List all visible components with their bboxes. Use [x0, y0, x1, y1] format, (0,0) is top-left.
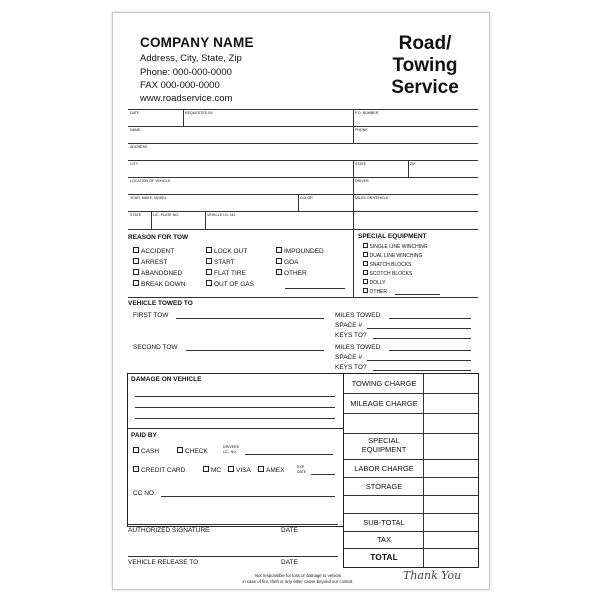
field-label-color: COLOR	[300, 196, 313, 200]
field-label-lic-plate-no: LIC. PLATE NO.	[153, 213, 180, 217]
field-label-address: ADDRESS	[130, 145, 148, 149]
checkbox-label: START	[214, 259, 235, 266]
checkbox-label: CHECK	[185, 448, 208, 455]
divider	[128, 160, 478, 161]
checkbox-box	[133, 247, 139, 253]
checkbox-box	[206, 258, 212, 264]
checkbox-goa[interactable]	[276, 258, 298, 266]
checkbox-other[interactable]	[276, 269, 307, 277]
checkbox-box	[363, 243, 368, 248]
divider	[423, 373, 424, 567]
total-label: TOTAL	[370, 552, 398, 562]
exp-date-label: EXP. DATE	[297, 465, 307, 474]
towing-charge-label: TOWING CHARGE	[351, 379, 417, 388]
checkbox-box	[133, 280, 139, 286]
checkbox-box	[133, 269, 139, 275]
second-tow-label: SECOND TOW	[133, 344, 178, 351]
divider	[408, 160, 409, 177]
checkbox-label: CASH	[141, 448, 160, 455]
checkbox-box	[203, 466, 209, 472]
space-2-label: SPACE #	[335, 354, 362, 361]
field-label-miles-on-vehicle: MILES ON VEHICLE	[355, 196, 389, 200]
divider	[128, 211, 478, 212]
divider	[353, 211, 354, 229]
field-label-date: DATE	[130, 111, 140, 115]
damage-on-vehicle-heading: DAMAGE ON VEHICLE	[131, 376, 202, 383]
checkbox-break-down[interactable]	[133, 280, 185, 288]
field-label-phone: PHONE	[355, 128, 368, 132]
divider	[128, 126, 478, 127]
company-fax: FAX 000-000-0000	[140, 80, 220, 91]
divider	[343, 531, 478, 532]
title-line-3: Service	[391, 77, 459, 98]
checkbox-label: ACCIDENT	[141, 248, 175, 255]
checkbox-label: OTHER	[284, 270, 307, 277]
checkbox-lock-out[interactable]	[206, 247, 247, 255]
checkbox-flat-tire[interactable]	[206, 269, 246, 277]
form-title	[375, 33, 475, 99]
field-label-driver: DRIVER	[355, 179, 369, 183]
divider	[353, 177, 354, 194]
authorized-signature-label: AUTHORIZED SIGNATURE	[128, 527, 210, 534]
mileage-charge-label: MILEAGE CHARGE	[350, 399, 418, 408]
checkbox-box	[276, 258, 282, 264]
divider	[353, 126, 354, 143]
field-label-state: STATE	[355, 162, 367, 166]
keys-to-2-line[interactable]	[373, 370, 471, 371]
checkbox-box	[363, 288, 368, 293]
divider	[353, 109, 354, 126]
divider	[128, 297, 478, 298]
checkbox-label: GOA	[284, 259, 299, 266]
checkbox-box	[258, 466, 264, 472]
keys-to-2-label: KEYS TO?	[335, 364, 367, 371]
checkbox-box	[133, 258, 139, 264]
checkbox-arrest[interactable]	[133, 258, 167, 266]
first-tow-line[interactable]	[176, 318, 324, 319]
tax-label: TAX	[376, 535, 392, 544]
vehicle-release-label: VEHICLE RELEASE TO	[128, 559, 199, 566]
divider	[343, 513, 478, 514]
checkbox-label: SNATCH BLOCKS	[369, 262, 412, 268]
title-line-1: Road/	[398, 33, 452, 54]
keys-to-label: KEYS TO?	[335, 332, 367, 339]
checkbox-box	[133, 447, 139, 453]
divider	[183, 109, 184, 126]
checkbox-label: MC	[211, 467, 222, 474]
checkbox-visa[interactable]	[228, 466, 251, 474]
checkbox-label: ABANDONED	[141, 270, 183, 277]
divider	[128, 109, 478, 110]
sub-total-label: SUB-TOTAL	[363, 518, 405, 527]
checkbox-label: VISA	[236, 467, 251, 474]
checkbox-box	[363, 279, 368, 284]
checkbox-box	[177, 447, 183, 453]
space-label: SPACE #	[335, 322, 362, 329]
checkbox-box	[206, 269, 212, 275]
checkbox-out-of-gas[interactable]	[206, 280, 254, 288]
checkbox-label: ARREST	[141, 259, 168, 266]
checkbox-impounded[interactable]	[276, 247, 324, 255]
divider	[343, 413, 478, 414]
drivers-lic-line[interactable]	[245, 454, 333, 455]
checkbox-dual-line-winching[interactable]	[363, 252, 422, 259]
checkbox-box	[363, 270, 368, 275]
divider	[128, 229, 478, 230]
divider	[128, 143, 478, 144]
checkbox-single-line-winching[interactable]	[363, 243, 428, 250]
towing-form-sheet	[112, 12, 490, 590]
damage-line[interactable]	[135, 418, 335, 419]
checkbox-mc[interactable]	[203, 466, 221, 474]
special-equipment-charge-label	[345, 436, 423, 454]
miles-towed-2-label: MILES TOWED	[335, 344, 381, 351]
authorized-signature-line[interactable]	[128, 524, 338, 525]
checkbox-label: BREAK DOWN	[141, 281, 186, 288]
disclaimer-line-2: in case of fire, theft or any other cause beyond our control.	[242, 578, 354, 584]
divider	[343, 459, 478, 460]
field-label-state-2: STATE	[130, 213, 142, 217]
checkbox-cash[interactable]	[133, 447, 159, 455]
miles-towed-label: MILES TOWED	[335, 312, 381, 319]
checkbox-start[interactable]	[206, 258, 235, 266]
checkbox-credit-card[interactable]	[133, 466, 185, 474]
date-label: DATE	[281, 527, 298, 534]
divider	[343, 433, 478, 434]
miles-towed-2-line[interactable]	[389, 350, 471, 351]
field-label-requested-by: REQUESTED BY	[185, 111, 214, 115]
labor-charge-label: LABOR CHARGE	[354, 464, 414, 473]
special-equipment-line-1: SPECIAL	[368, 436, 400, 445]
title-line-2: Towing	[392, 55, 458, 76]
field-label-vehicle-id-no: VEHICLE I.D. NO.	[207, 213, 237, 217]
first-tow-label: FIRST TOW	[133, 312, 169, 319]
checkbox-label: SINGLE LINE WINCHING	[369, 244, 428, 250]
checkbox-check[interactable]	[177, 447, 208, 455]
checkbox-label: OTHER	[369, 289, 387, 295]
space-2-line[interactable]	[367, 360, 471, 361]
drivers-lic-no-label: DRIVERS LIC. NO.	[223, 445, 239, 454]
checkbox-box	[206, 247, 212, 253]
checkbox-box	[133, 466, 139, 472]
divider	[353, 229, 354, 297]
company-phone: Phone: 000-000-0000	[140, 67, 232, 78]
divider	[343, 393, 478, 394]
checkbox-scotch-blocks[interactable]	[363, 270, 412, 277]
checkbox-abandoned[interactable]	[133, 269, 182, 277]
checkbox-label: CREDIT CARD	[141, 467, 186, 474]
date-label-2: DATE	[281, 559, 298, 566]
checkbox-dolly[interactable]	[363, 279, 386, 286]
checkbox-amex[interactable]	[258, 466, 284, 474]
special-equipment-line-2: EQUIPMENT	[361, 445, 407, 454]
divider	[353, 194, 354, 211]
checkbox-snatch-blocks[interactable]	[363, 261, 411, 268]
damage-line[interactable]	[135, 407, 335, 408]
divider	[128, 177, 478, 178]
checkbox-label: SCOTCH BLOCKS	[369, 271, 413, 277]
disclaimer	[223, 573, 373, 584]
company-website: www.roadservice.com	[140, 93, 233, 104]
cc-no-line[interactable]	[161, 496, 335, 497]
divider	[343, 548, 478, 549]
divider	[343, 477, 478, 478]
vehicle-release-line[interactable]	[128, 556, 338, 557]
checkbox-equipment-other[interactable]	[363, 288, 387, 295]
divider	[205, 211, 206, 229]
special-equipment-heading: SPECIAL EQUIPMENT	[358, 233, 427, 240]
vehicle-towed-to-heading: VEHICLE TOWED TO	[128, 300, 193, 307]
field-label-name: NAME	[130, 128, 141, 132]
checkbox-box	[276, 247, 282, 253]
damage-line[interactable]	[135, 396, 335, 397]
checkbox-label: DUAL LINE WINCHING	[369, 253, 423, 259]
checkbox-box	[363, 261, 368, 266]
divider	[127, 428, 343, 429]
company-address: Address, City, State, Zip	[140, 53, 242, 64]
divider	[343, 495, 478, 496]
checkbox-label: DOLLY	[369, 280, 386, 286]
paid-by-heading: PAID BY	[131, 432, 157, 439]
checkbox-box	[228, 466, 234, 472]
space-line[interactable]	[367, 328, 471, 329]
field-label-location-of-vehicle: LOCATION OF VEHICLE	[130, 179, 171, 183]
checkbox-box	[206, 280, 212, 286]
keys-to-line[interactable]	[373, 338, 471, 339]
disclaimer-line-1: Not responsible for loss or damage to vehicle	[255, 573, 341, 578]
exp-date-line[interactable]	[311, 474, 335, 475]
field-label-year-make-model: YEAR, MAKE, MODEL	[130, 196, 167, 200]
miles-towed-line[interactable]	[389, 318, 471, 319]
checkbox-label: IMPOUNDED	[284, 248, 324, 255]
divider	[298, 194, 299, 211]
company-name: COMPANY NAME	[140, 35, 254, 50]
divider	[128, 194, 478, 195]
storage-label: STORAGE	[365, 482, 403, 491]
field-label-zip: ZIP	[410, 162, 416, 166]
checkbox-label: LOCK OUT	[214, 248, 248, 255]
divider	[151, 211, 152, 229]
second-tow-line[interactable]	[186, 350, 324, 351]
reason-for-tow-heading: REASON FOR TOW	[128, 234, 189, 241]
checkbox-label: AMEX	[266, 467, 285, 474]
checkbox-box	[363, 252, 368, 257]
checkbox-box	[276, 269, 282, 275]
field-label-po-number: P.O. NUMBER	[355, 111, 379, 115]
checkbox-accident[interactable]	[133, 247, 174, 255]
checkbox-label: OUT OF GAS	[214, 281, 254, 288]
thank-you-signature: Thank You	[403, 569, 462, 582]
checkbox-label: FLAT TIRE	[214, 270, 246, 277]
cc-no-label: CC NO.	[133, 490, 156, 497]
field-label-city: CITY	[130, 162, 139, 166]
divider	[353, 160, 354, 177]
reason-other-line[interactable]	[285, 288, 345, 289]
equipment-other-line[interactable]	[395, 294, 440, 295]
